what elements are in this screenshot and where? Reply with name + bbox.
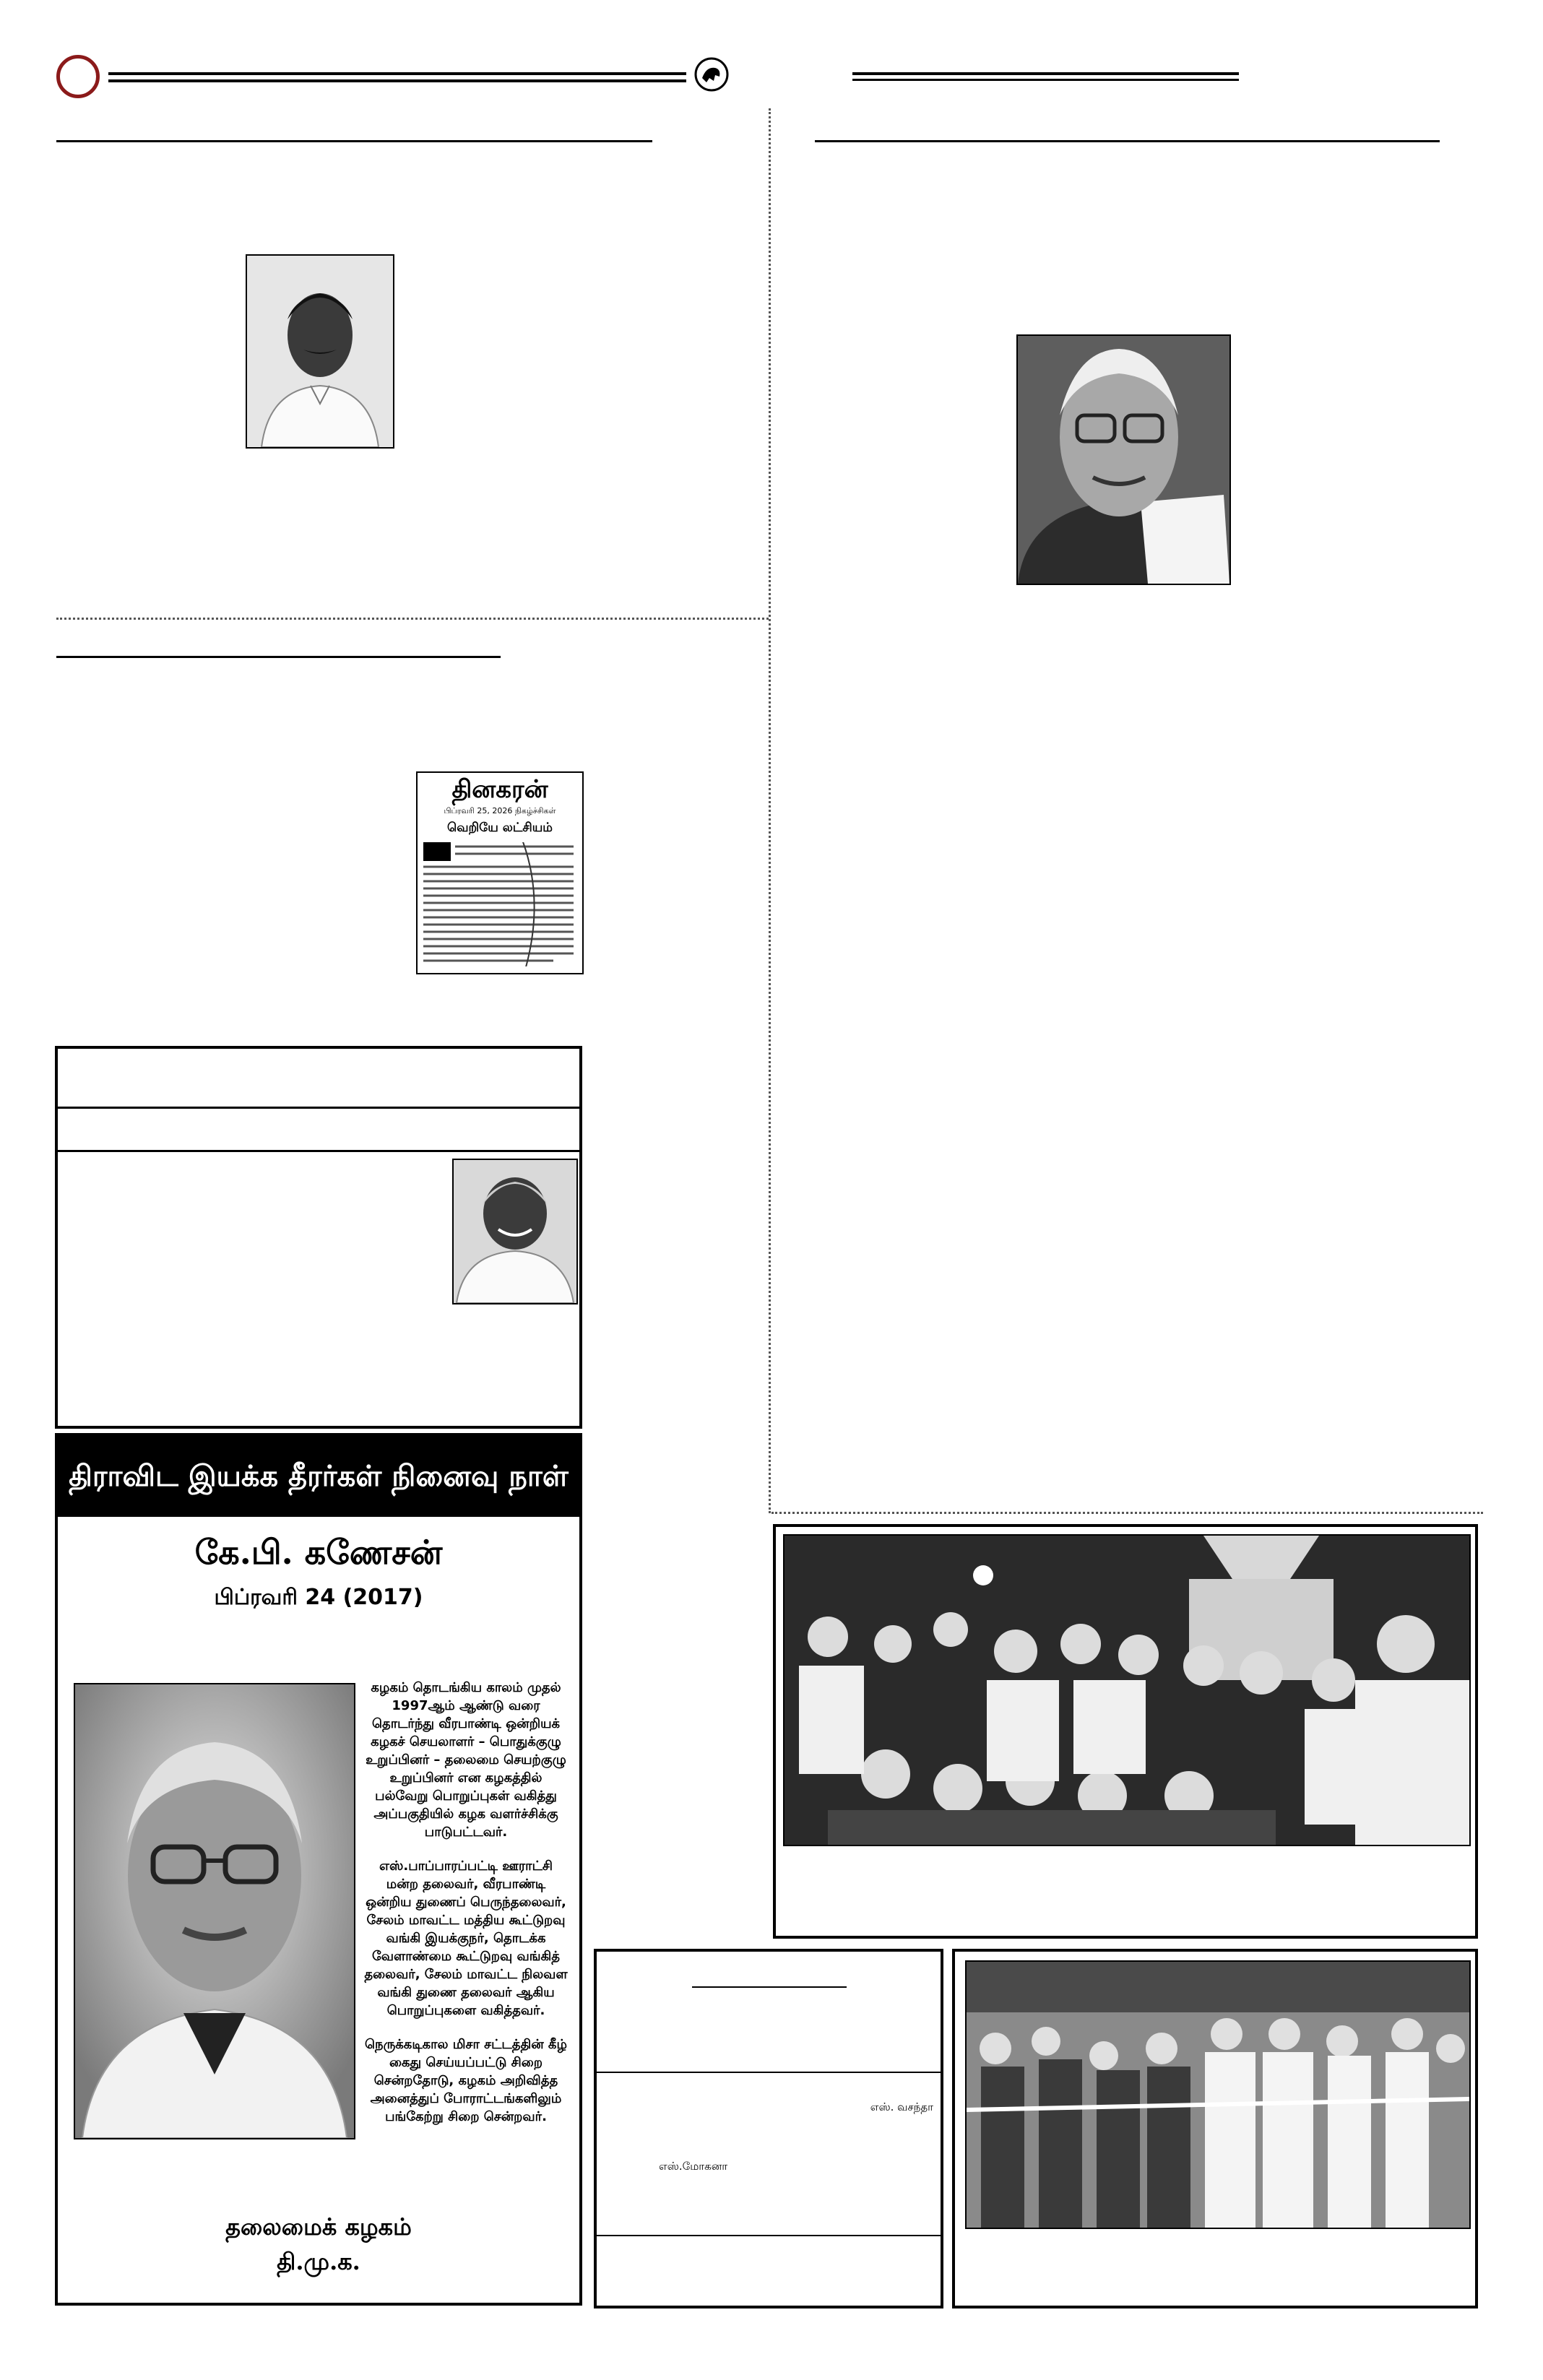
small-box-divider-1 (597, 2072, 941, 2073)
event-photo-ribbon-cutting (965, 1960, 1471, 2229)
section-divider-right (772, 1512, 1483, 1514)
masthead-rule-top (108, 72, 686, 75)
masthead-rule-right-bottom (852, 79, 1239, 81)
rising-sun-emblem-icon (693, 56, 730, 92)
small-notice-box (594, 1949, 943, 2308)
memorial-bio-paragraph-1: கழகம் தொடங்கிய காலம் முதல் 1997ஆம் ஆண்டு வரை தொடர்ந்து வீரபாண்டி ஒன்றியக் கழகச் செயலாளர் – பொதுக்குழு உறுப்பினர் – தலைமை செயற்குழு உறுப்பினர் என கழகத்தில் பல்வேறு பொறுப்புகள் வகித்து அப்பகுதியில் கழக வளர்ச்சிக்கு பாடுபட்டவர். (366, 1680, 566, 1840)
boxed-article (55, 1046, 582, 1429)
portrait-photo-man-mustache (246, 254, 394, 449)
boxed-article-rule-1 (58, 1107, 579, 1109)
article-headline-rule-left-2 (56, 656, 501, 658)
memorial-name: கே.பி. கணேசன் (194, 1533, 443, 1572)
memorial-date: பிப்ரவரி 24 (2017) (214, 1585, 423, 1610)
small-box-name-1: எஸ். வசந்தா (870, 2100, 933, 2113)
clipping-body-lines (423, 842, 575, 966)
section-divider-left (56, 618, 769, 620)
portrait-photo-elderly-man-glasses (1016, 334, 1231, 585)
article-headline-rule-left (56, 140, 652, 142)
memorial-notice (55, 1433, 582, 2306)
small-box-divider-2 (597, 2235, 941, 2236)
memorial-portrait-elderly-man (74, 1683, 355, 2139)
memorial-footer-line1: தலைமைக் கழகம் (225, 2213, 412, 2241)
clipping-masthead: தினகரன் (451, 775, 548, 804)
event-photo-box-lower (952, 1949, 1478, 2308)
memorial-header: திராவிட இயக்க தீரர்கள் நினைவு நாள் (58, 1436, 579, 1517)
article-headline-rule-right (815, 140, 1440, 142)
small-box-title-rule (692, 1986, 847, 1988)
memorial-bio-paragraph-2: எஸ்.பாப்பாரப்பட்டி ஊராட்சி மன்ற தலைவர், வீரபாண்டி ஒன்றிய துணைப் பெருந்தலைவர், சேலம் மாவட்ட மத்திய கூட்டுறவு வங்கி இயக்குநர், தொடக்க வேளாண்மை கூட்டுறவு வங்கித் தலைவர், சேலம் மாவட்ட நிலவள வங்கி துணை தலைவர் ஆகிய பொறுப்புகளை வகித்தவர். (364, 1858, 568, 2018)
memorial-bio-paragraph-3: நெருக்கடிகால மிசா சட்டத்தின் கீழ் கைது செய்யப்பட்டு சிறை சென்றதோடு, கழகம் அறிவித்த அனைத்துப் போராட்டங்களிலும் பங்கேற்று சிறை சென்றவர். (365, 2037, 567, 2124)
page-number-circle (56, 55, 100, 98)
boxed-article-rule-2 (58, 1150, 579, 1152)
memorial-footer-line2: தி.மு.க. (277, 2248, 360, 2275)
event-photo-crowd-night (783, 1534, 1471, 1846)
event-photo-box-upper (773, 1524, 1478, 1939)
memorial-bio (361, 1679, 571, 2142)
small-box-name-2: எஸ்.மோகனா (659, 2160, 728, 2173)
newspaper-clipping (416, 771, 584, 974)
portrait-photo-smiling-man (452, 1159, 578, 1304)
masthead-rule-bottom (108, 79, 686, 82)
clipping-dateline: பிப்ரவரி 25, 2026 நிகழ்ச்சிகள் (444, 806, 556, 815)
column-divider (769, 108, 771, 1513)
masthead-rule-right-top (852, 72, 1239, 75)
clipping-headline: வெறியே லட்சியம் (447, 821, 553, 835)
